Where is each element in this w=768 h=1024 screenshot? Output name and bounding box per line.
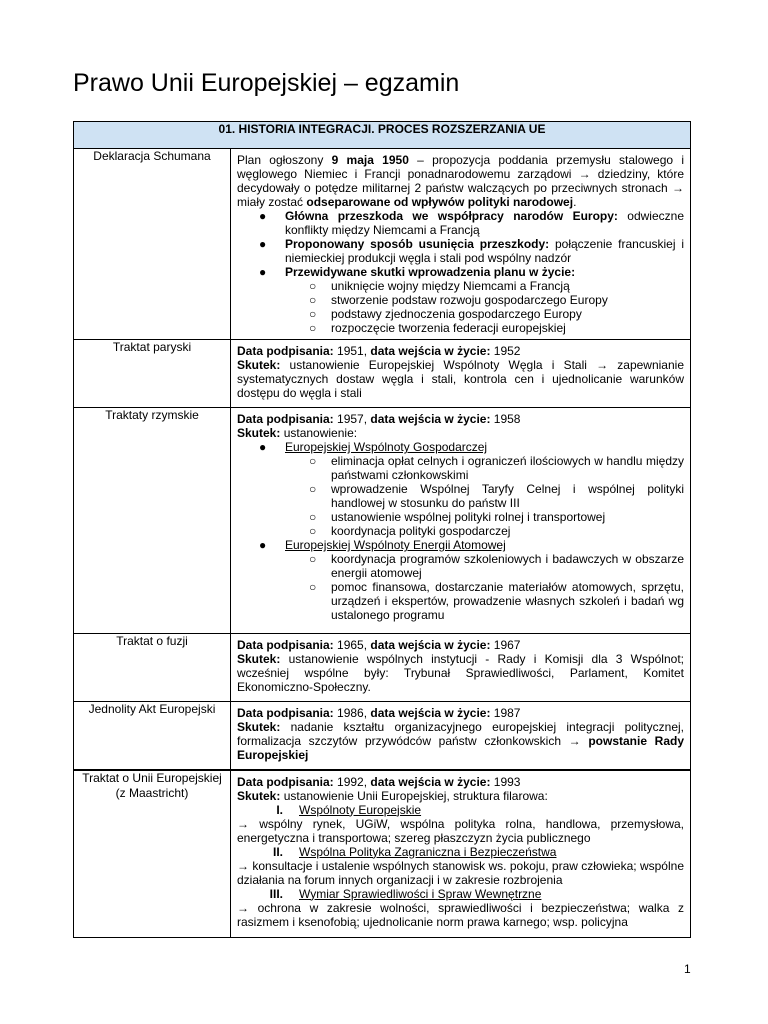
row-content-maastricht: [231, 770, 691, 938]
circle-bullet-icon: ○: [309, 279, 317, 293]
table-row: [74, 634, 691, 702]
row-label-maastricht: Traktat o Unii Europejskiej (z Maastricht): [74, 770, 231, 938]
pillar-text: → ochrona w zakresie wolności, sprawiedliwości i bezpieczeństwa; walka z rasizmem i ksenofobią; ujednolicanie norm prawa karnego; wsp. policyjna: [237, 900, 684, 929]
exam-table: [73, 121, 691, 938]
bullet-icon: ●: [259, 265, 267, 279]
page-title: Prawo Unii Europejskiej – egzamin: [73, 69, 460, 97]
row-label-paryski: Traktat paryski: [74, 340, 231, 408]
section-header-row: [74, 122, 691, 149]
row-content-jae: [231, 702, 691, 770]
bullet-icon: ●: [259, 209, 267, 223]
row-label-jae: Jednolity Akt Europejski: [74, 702, 231, 770]
row-content-schuman: [231, 149, 691, 340]
circle-bullet-icon: ○: [309, 510, 317, 524]
sub-list-item: ○ ustanowienie wspólnej polityki rolnej i transportowej: [309, 510, 606, 524]
row-content-rzymskie: [231, 408, 691, 634]
pillar-text: → konsultacje i ustalenie wspólnych stanowisk ws. pokoju, praw człowieka; wspólne działania na forum innych organizacji i w zakresie rozbrojenia: [237, 858, 684, 887]
circle-bullet-icon: ○: [309, 580, 317, 594]
effect-line: Skutek: ustanowienie Europejskiej Wspólnoty Węgla i Stali → zapewnianie systematycznych dostaw węgla i stali, kontrola cen i ujednolicanie warunków dostępu do węgla i stali: [237, 358, 684, 400]
dates-line: Data podpisania: 1957, data wejścia w życie: 1958: [237, 412, 521, 426]
bullet-icon: ●: [259, 237, 267, 251]
sub-list-item: ○ wprowadzenie Wspólnej Taryfy Celnej i wspólnej polityki handlowej w stosunku do państw III: [309, 482, 684, 510]
table-row: [74, 702, 691, 770]
effect-line: Skutek: ustanowienie:: [237, 426, 358, 440]
row-label-fuzji: Traktat o fuzji: [74, 634, 231, 702]
schuman-intro: Plan ogłoszony 9 maja 1950 – propozycja poddania przemysłu stalowego i węglowego Niemiec i Francji ponadnarodowemu zarządowi → dziedziny, które decydowały o potędze militarnej 2 państw walczących po przeciwnych stronach → miały zostać odseparowane od wpływów polityki narodowej.: [237, 153, 684, 209]
sub-list-item: ○ podstawy zjednoczenia gospodarczego Europy: [309, 307, 582, 321]
list-item: ● Europejskiej Wspólnoty Energii Atomowej: [259, 538, 506, 552]
section-header: 01. HISTORIA INTEGRACJI. PROCES ROZSZERZANIA UE: [74, 122, 691, 149]
bullet-icon: ●: [259, 538, 267, 552]
row-label-schuman: Deklaracja Schumana: [74, 149, 231, 340]
circle-bullet-icon: ○: [309, 524, 317, 538]
table-row: [74, 408, 691, 634]
circle-bullet-icon: ○: [309, 552, 317, 566]
table-row: [74, 340, 691, 408]
circle-bullet-icon: ○: [309, 321, 317, 335]
circle-bullet-icon: ○: [309, 482, 317, 496]
circle-bullet-icon: ○: [309, 293, 317, 307]
page-number: 1: [684, 962, 691, 976]
sub-list-item: ○ stworzenie podstaw rozwoju gospodarczego Europy: [309, 293, 608, 307]
sub-list-item: ○ koordynacja polityki gospodarczej: [309, 524, 511, 538]
sub-list-item: ○ pomoc finansowa, dostarczanie materiałów atomowych, sprzętu, urządzeń i ekspertów, prowadzenie własnych szkoleń i badań wg ustalonego programu: [309, 580, 684, 622]
row-content-fuzji: [231, 634, 691, 702]
table-row: [74, 770, 691, 938]
row-label-rzymskie: Traktaty rzymskie: [74, 408, 231, 634]
pillar-text: → wspólny rynek, UGiW, wspólna polityka rolna, handlowa, przemysłowa, energetyczna i transportowa; szereg płaszczyzn życia publicznego: [237, 816, 684, 845]
dates-line: Data podpisania: 1986, data wejścia w życie: 1987: [237, 706, 521, 720]
sub-list-item: ○ uniknięcie wojny między Niemcami a Francją: [309, 279, 570, 293]
list-item: ● Europejskiej Wspólnoty Gospodarczej: [259, 440, 488, 454]
pillar-heading: II. Wspólna Polityka Zagraniczna i Bezpieczeństwa: [272, 844, 557, 859]
pillar-heading: I. Wspólnoty Europejskie: [276, 802, 422, 817]
pillar-heading: III. Wymiar Sprawiedliwości i Spraw Wewnętrzne: [269, 886, 542, 901]
bullet-icon: ●: [259, 440, 267, 454]
effect-line: Skutek: ustanowienie Unii Europejskiej, struktura filarowa:: [237, 788, 548, 803]
table-row: [74, 149, 691, 340]
effect-line: Skutek: ustanowienie wspólnych instytucji - Rady i Komisji dla 3 Wspólnot; wcześniej wspólne były: Trybunał Sprawiedliwości, Parlament, Komitet Ekonomiczno-Społeczny.: [237, 652, 684, 694]
sub-list-item: ○ koordynacja programów szkoleniowych i badawczych w obszarze energii atomowej: [309, 552, 684, 580]
circle-bullet-icon: ○: [309, 454, 317, 468]
dates-line: Data podpisania: 1965, data wejścia w życie: 1967: [237, 638, 521, 652]
sub-list-item: ○ rozpoczęcie tworzenia federacji europejskiej: [309, 321, 566, 335]
row-content-paryski: [231, 340, 691, 408]
effect-line: Skutek: nadanie kształtu organizacyjnego europejskiej integracji politycznej, formalizacja szczytów przywódców państw członkowskich → powstanie Rady Europejskiej: [237, 720, 684, 762]
dates-line: Data podpisania: 1951, data wejścia w życie: 1952: [237, 344, 521, 358]
circle-bullet-icon: ○: [309, 307, 317, 321]
list-item: ● Przewidywane skutki wprowadzenia planu w życie:: [259, 265, 576, 279]
dates-line: Data podpisania: 1992, data wejścia w życie: 1993: [237, 774, 521, 789]
list-item: ● Główna przeszkoda we współpracy narodów Europy: odwieczne konflikty między Niemcami a Francją: [259, 209, 684, 237]
sub-list-item: ○ eliminacja opłat celnych i ograniczeń ilościowych w handlu między państwami członkowskimi: [309, 454, 684, 482]
list-item: ● Proponowany sposób usunięcia przeszkody: połączenie francuskiej i niemieckiej produkcji węgla i stali pod wspólny nadzór: [259, 237, 684, 265]
